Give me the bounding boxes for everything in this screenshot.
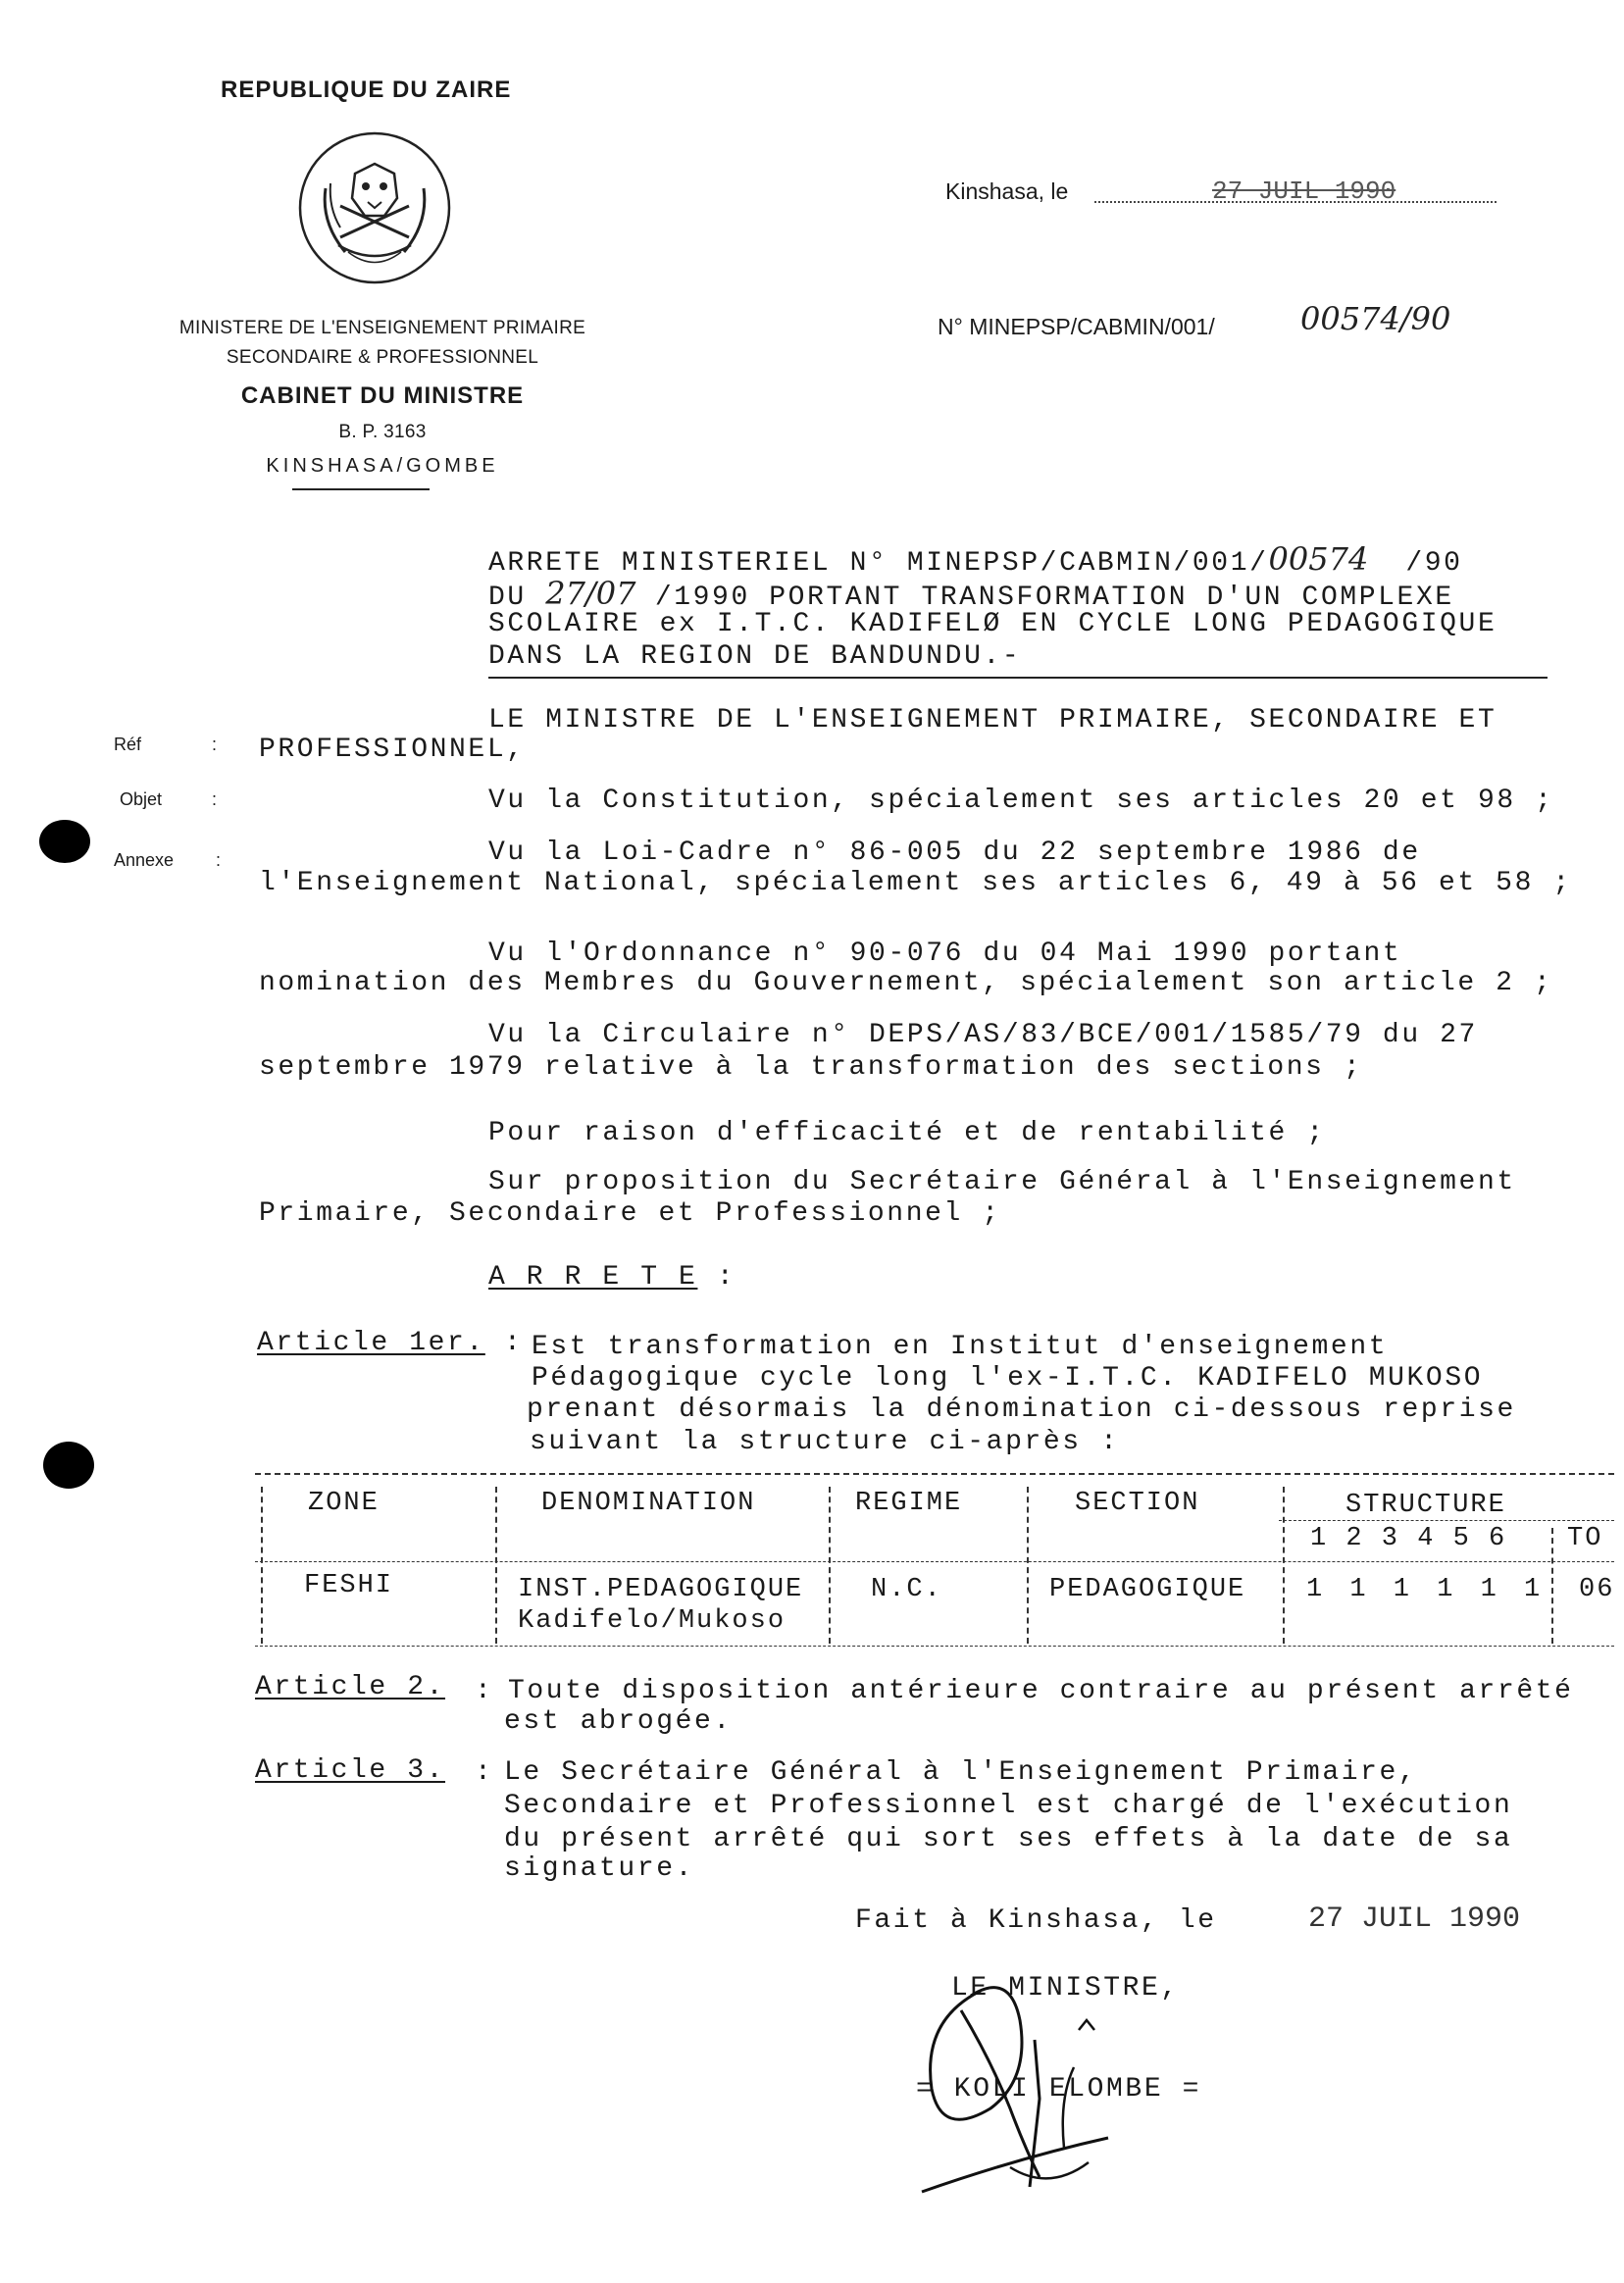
structure-table: [255, 1473, 1620, 1669]
cell-denomination-sub: Kadifelo/Mukoso: [518, 1606, 787, 1636]
article-1-label: Article 1er.: [257, 1328, 485, 1358]
preamble-line: Primaire, Secondaire et Professionnel ;: [259, 1198, 1001, 1229]
preamble-line: Vu la Constitution, spécialement ses articles 20 et 98 ;: [488, 786, 1554, 816]
ref-colon: :: [212, 735, 218, 754]
preamble-line: Pour raison d'efficacité et de rentabilité ;: [488, 1118, 1326, 1148]
ministry-name-line2: SECONDAIRE & PROFESSIONNEL: [226, 347, 539, 368]
header-levels: 1 2 3 4 5 6: [1310, 1524, 1507, 1553]
article-3-line: signature.: [504, 1853, 695, 1884]
ref-label: Réf: [114, 735, 142, 754]
article-1-separator: :: [504, 1328, 524, 1358]
column-separator: [1027, 1487, 1029, 1644]
cabinet-title: CABINET DU MINISTRE: [240, 382, 525, 409]
column-separator: [829, 1487, 831, 1644]
closing-place: Fait à Kinshasa, le: [855, 1905, 1217, 1936]
preamble-line: l'Enseignement National, spécialement ses articles 6, 49 à 56 et 58 ;: [259, 868, 1572, 898]
reference-prefix: N° MINEPSP/CABMIN/001/: [938, 314, 1215, 339]
table-top-rule: [255, 1473, 1614, 1475]
structure-subheader-rule: [1279, 1520, 1614, 1521]
preamble-line: Sur proposition du Secrétaire Général à l'Enseignement: [488, 1167, 1516, 1197]
header-section: SECTION: [1075, 1489, 1200, 1518]
annexe-label: Annexe: [114, 850, 175, 870]
header-divider: [292, 488, 430, 490]
signatory-title: LE MINISTRE,: [951, 1973, 1180, 2004]
article-1-line: Est transformation en Institut d'enseignement: [532, 1332, 1389, 1362]
article-1-line: suivant la structure ci-après :: [530, 1427, 1120, 1457]
coat-of-arms-emblem: [291, 129, 458, 286]
header-zone: ZONE: [308, 1489, 380, 1518]
table-header-rule: [255, 1561, 1614, 1562]
column-separator: [1551, 1528, 1553, 1644]
arrete-heading: A R R E T E :: [488, 1262, 736, 1293]
article-2-line: Toute disposition antérieure contraire au présent arrêté: [508, 1676, 1574, 1706]
country-name: REPUBLIQUE DU ZAIRE: [221, 76, 512, 103]
title-handwritten-date: 27/07: [545, 575, 636, 612]
cell-levels: 1 1 1 1 1 1: [1306, 1575, 1547, 1604]
punch-hole-mark: [39, 820, 90, 863]
preamble-line: Vu la Loi-Cadre n° 86-005 du 22 septembre 1986 de: [488, 837, 1421, 868]
cell-denomination: INST.PEDAGOGIQUE: [518, 1575, 804, 1604]
header-regime: REGIME: [855, 1489, 963, 1518]
article-2-separator: :: [475, 1676, 494, 1706]
minister-signature: [902, 1952, 1196, 2216]
preamble-line: PROFESSIONNEL,: [259, 735, 526, 765]
postal-box: B. P. 3163: [338, 422, 427, 442]
city-gombe: KINSHASA/GOMBE: [266, 455, 499, 477]
table-bottom-rule: [255, 1646, 1614, 1647]
article-3-line: Le Secrétaire Général à l'Enseignement Primaire,: [504, 1757, 1418, 1788]
cell-regime: N.C.: [871, 1575, 942, 1604]
preamble-line: septembre 1979 relative à la transformation des sections ;: [259, 1052, 1363, 1083]
title-handwritten-number: 00574: [1268, 540, 1369, 578]
objet-colon: :: [212, 789, 218, 809]
article-3-line: Secondaire et Professionnel est chargé de l'exécution: [504, 1791, 1513, 1821]
title-underline: [488, 677, 1548, 679]
objet-label: Objet: [120, 789, 163, 809]
closing-date-stamp: 27 JUIL 1990: [1308, 1902, 1521, 1936]
article-1-line: Pédagogique cycle long l'ex-I.T.C. KADIFELO MUKOSO: [532, 1363, 1484, 1394]
title-line-3: SCOLAIRE ex I.T.C. KADIFELØ EN CYCLE LONG PEDAGOGIQUE: [488, 609, 1497, 639]
preamble-line: Vu l'Ordonnance n° 90-076 du 04 Mai 1990 portant: [488, 939, 1402, 969]
cell-section: PEDAGOGIQUE: [1049, 1575, 1246, 1604]
article-3-line: du présent arrêté qui sort ses effets à la date de sa: [504, 1824, 1513, 1854]
date-stamp: 27 JUIL 1990: [1212, 177, 1396, 206]
header-structure: STRUCTURE: [1345, 1491, 1506, 1520]
article-2-line: est abrogée.: [504, 1706, 733, 1737]
column-separator: [1283, 1487, 1285, 1644]
cell-total: 06: [1579, 1575, 1615, 1604]
article-3-separator: :: [475, 1757, 494, 1788]
punch-hole-mark: [43, 1442, 94, 1489]
reference-handwritten: 00574/90: [1300, 300, 1451, 337]
column-separator: [495, 1487, 497, 1644]
column-separator: [261, 1487, 263, 1644]
annexe-colon: :: [216, 850, 222, 870]
place-date-prefix: Kinshasa, le: [945, 178, 1069, 204]
preamble-line: Vu la Circulaire n° DEPS/AS/83/BCE/001/1585/79 du 27: [488, 1020, 1478, 1050]
cell-zone: FESHI: [304, 1571, 394, 1600]
title-line-1: ARRETE MINISTERIEL N° MINEPSP/CABMIN/001/00574 /90: [488, 540, 1463, 579]
header-denomination: DENOMINATION: [541, 1489, 756, 1518]
preamble-line: LE MINISTRE DE L'ENSEIGNEMENT PRIMAIRE, SECONDAIRE ET: [488, 705, 1497, 736]
title-line-2: DU 27/07 /1990 PORTANT TRANSFORMATION D'UN COMPLEXE: [488, 575, 1454, 613]
article-3-label: Article 3.: [255, 1755, 446, 1786]
title-line-4: DANS LA REGION DE BANDUNDU.-: [488, 641, 1022, 672]
preamble-line: nomination des Membres du Gouvernement, spécialement son article 2 ;: [259, 968, 1553, 998]
header-total: TO: [1567, 1524, 1603, 1553]
article-1-line: prenant désormais la dénomination ci-dessous reprise: [527, 1395, 1516, 1425]
signatory-name: = KOLI ELOMBE =: [916, 2074, 1202, 2105]
article-2-label: Article 2.: [255, 1672, 446, 1702]
ministry-name-line1: MINISTERE DE L'ENSEIGNEMENT PRIMAIRE: [178, 318, 586, 338]
